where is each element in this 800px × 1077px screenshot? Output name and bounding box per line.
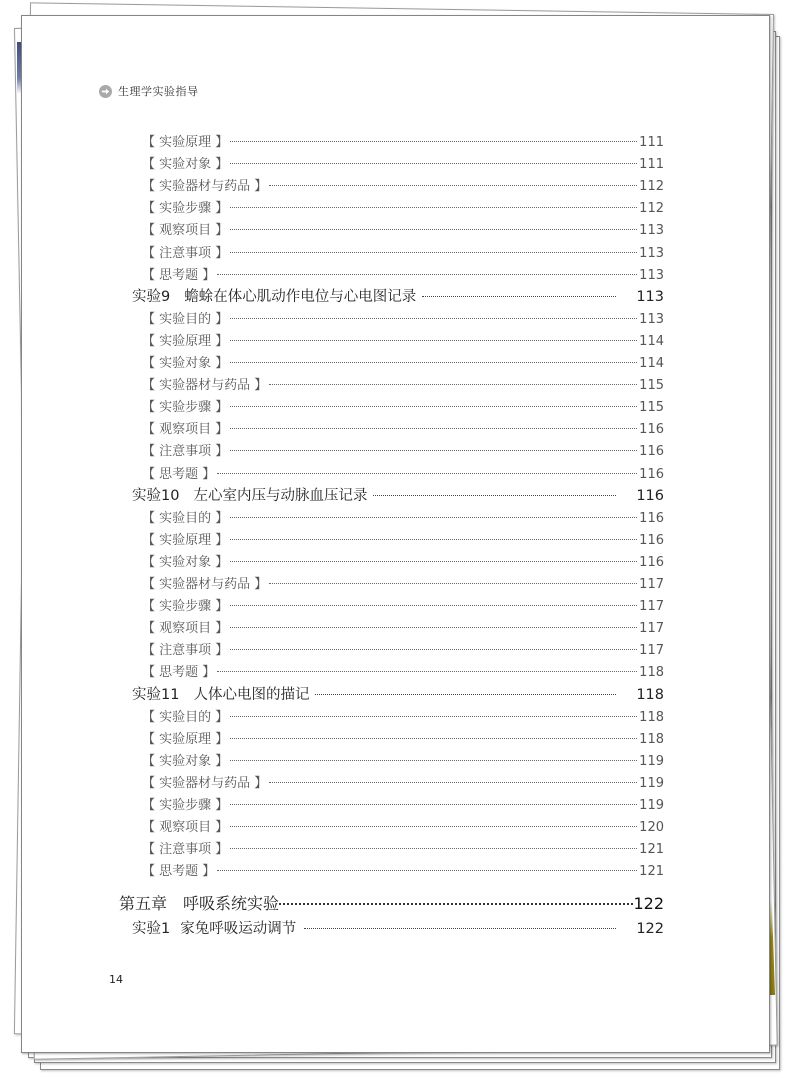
toc-page-number: 117 — [639, 643, 664, 659]
toc-chapter-entry[interactable] — [119, 891, 664, 914]
toc-page-number: 118 — [639, 709, 664, 725]
toc-entry-label: 【 实验步骤 】 — [142, 798, 229, 813]
toc-experiment-entry[interactable] — [132, 484, 664, 505]
dot-leader — [315, 693, 616, 695]
toc-subentry[interactable] — [142, 507, 664, 526]
book-page — [21, 15, 770, 1053]
toc-page-number: 116 — [639, 510, 664, 526]
dot-leader — [230, 759, 637, 761]
toc-subentry[interactable] — [142, 308, 664, 327]
toc-subentry[interactable] — [142, 772, 664, 791]
dot-leader — [422, 295, 616, 297]
toc-page-number: 121 — [639, 842, 664, 858]
dot-leader — [230, 449, 637, 451]
toc-page-number: 111 — [639, 157, 664, 173]
dot-leader — [279, 902, 633, 905]
toc-subentry[interactable] — [142, 860, 664, 879]
dot-leader — [230, 560, 637, 562]
toc-page-number: 119 — [639, 753, 664, 769]
toc-entry-label: 【 注意事项 】 — [142, 842, 229, 858]
toc-subentry[interactable] — [142, 728, 664, 747]
dot-leader — [269, 781, 637, 783]
toc-entry-number: 实验10 — [132, 487, 180, 504]
dot-leader — [230, 162, 637, 164]
dot-leader — [230, 538, 637, 540]
toc-entry-label: 【 实验原理 】 — [142, 532, 229, 548]
dot-leader — [230, 361, 637, 363]
toc-entry-label: 【 实验器材与药品 】 — [142, 577, 268, 592]
toc-page-number: 113 — [639, 311, 664, 327]
toc-subentry[interactable] — [142, 396, 664, 415]
toc-entry-label: 【 实验原理 】 — [142, 731, 229, 747]
dot-leader — [230, 405, 637, 407]
toc-page-number: 118 — [636, 686, 664, 703]
running-head — [99, 83, 199, 99]
dot-leader — [230, 803, 637, 805]
dot-leader — [230, 737, 637, 739]
toc-subentry[interactable] — [142, 551, 664, 570]
toc-entry-label: 【 实验目的 】 — [142, 510, 229, 526]
toc-subentry[interactable] — [142, 197, 664, 216]
toc-page-number: 115 — [639, 378, 664, 394]
toc-entry-number: 实验11 — [132, 686, 180, 703]
toc-page-number: 116 — [636, 487, 664, 504]
toc-entry-number: 实验9 — [132, 288, 171, 305]
dot-leader — [230, 648, 637, 650]
toc-experiment-entry[interactable] — [132, 917, 664, 938]
toc-entry-label: 【 思考题 】 — [142, 466, 216, 482]
toc-page-number: 113 — [639, 223, 664, 239]
toc-entry-title: 呼吸系统实验 — [183, 894, 280, 914]
toc-page-number: 113 — [639, 267, 664, 283]
dot-leader — [269, 582, 637, 584]
toc-entry-label: 【 实验原理 】 — [142, 135, 229, 150]
dot-leader — [230, 626, 637, 628]
toc-page-number: 112 — [639, 179, 664, 195]
toc-subentry[interactable] — [142, 418, 664, 437]
toc-page-number: 113 — [639, 245, 664, 261]
toc-entry-label: 【 实验对象 】 — [142, 753, 229, 769]
arrow-right-circle-icon — [99, 85, 112, 98]
toc-subentry[interactable] — [142, 440, 664, 459]
toc-entry-label: 【 实验对象 】 — [142, 554, 229, 570]
toc-page-number: 111 — [639, 135, 664, 150]
toc-entry-label: 【 实验对象 】 — [142, 356, 229, 371]
toc-entry-label: 【 实验步骤 】 — [142, 599, 229, 615]
toc-page-number: 116 — [639, 554, 664, 570]
toc-subentry[interactable] — [142, 595, 664, 614]
toc-page-number: 120 — [639, 820, 664, 836]
toc-page-number: 118 — [639, 731, 664, 747]
toc-entry-title: 家兔呼吸运动调节 — [180, 921, 297, 938]
toc-entry-label: 【 思考题 】 — [142, 267, 216, 283]
running-head-title: 生理学实验指导 — [118, 85, 199, 98]
dot-leader — [269, 184, 637, 186]
toc-subentry[interactable] — [142, 794, 664, 813]
toc-entry-label: 【 实验器材与药品 】 — [142, 378, 268, 394]
toc-entry-label: 【 实验器材与药品 】 — [142, 775, 268, 791]
toc-page-number: 117 — [639, 599, 664, 615]
toc-subentry[interactable] — [142, 838, 664, 857]
toc-entry-label: 【 思考题 】 — [142, 864, 216, 880]
toc-entry-label: 【 注意事项 】 — [142, 245, 229, 261]
dot-leader — [230, 847, 637, 849]
dot-leader — [217, 869, 637, 871]
toc-subentry[interactable] — [142, 529, 664, 548]
dot-leader — [230, 251, 637, 253]
toc-entry-number: 实验1 — [132, 921, 171, 938]
dot-leader — [230, 715, 637, 717]
toc-entry-label: 【 实验原理 】 — [142, 333, 229, 349]
toc-page-number: 117 — [639, 621, 664, 637]
toc-entry-label: 【 实验目的 】 — [142, 311, 229, 327]
toc-entry-label: 【 观察项目 】 — [142, 820, 229, 836]
dot-leader — [230, 140, 637, 142]
toc-entry-title: 左心室内压与动脉血压记录 — [193, 487, 368, 504]
toc-page-number: 116 — [639, 422, 664, 438]
toc-subentry[interactable] — [142, 242, 664, 261]
dot-leader — [230, 516, 637, 518]
toc-subentry[interactable] — [142, 330, 664, 349]
page-number: 14 — [109, 973, 123, 986]
toc-entry-label — [119, 891, 279, 914]
toc-subentry[interactable] — [142, 131, 664, 150]
toc-page-number: 113 — [636, 288, 664, 305]
dot-leader — [230, 228, 637, 230]
dot-leader — [217, 472, 637, 474]
dot-leader — [230, 427, 637, 429]
toc-entry-label: 【 观察项目 】 — [142, 223, 229, 239]
dot-leader — [217, 670, 637, 672]
toc-page-number: 112 — [639, 201, 664, 217]
toc-experiment-entry[interactable] — [132, 285, 664, 306]
toc-subentry[interactable] — [142, 175, 664, 194]
toc-page-number: 119 — [639, 775, 664, 791]
toc-page-number: 118 — [639, 665, 664, 681]
toc-entry-title: 蟾蜍在体心肌动作电位与心电图记录 — [184, 288, 417, 305]
dot-leader — [230, 339, 637, 341]
toc-subentry[interactable] — [142, 639, 664, 658]
toc-page-number: 121 — [639, 864, 664, 880]
toc-entry-label: 【 实验器材与药品 】 — [142, 179, 268, 195]
toc-subentry[interactable] — [142, 463, 664, 482]
toc-subentry[interactable] — [142, 264, 664, 283]
toc-page-number: 117 — [639, 577, 664, 592]
toc-entry-label: 【 注意事项 】 — [142, 643, 229, 659]
toc-entry-label: 【 观察项目 】 — [142, 422, 229, 438]
toc-page-number: 115 — [639, 400, 664, 416]
toc-entry-label: 【 实验步骤 】 — [142, 400, 229, 416]
dot-leader — [217, 273, 637, 275]
toc-entry-label — [132, 683, 309, 704]
toc-subentry[interactable] — [142, 750, 664, 769]
toc-page-number: 116 — [639, 532, 664, 548]
dot-leader — [230, 604, 637, 606]
toc-entry-label — [132, 484, 367, 505]
toc-page-number: 116 — [639, 466, 664, 482]
toc-subentry[interactable] — [142, 153, 664, 172]
toc-entry-label: 【 思考题 】 — [142, 665, 216, 681]
dot-leader — [230, 317, 637, 319]
toc-page-number: 114 — [639, 333, 664, 349]
toc-page-number: 122 — [636, 921, 664, 938]
toc-entry-label — [132, 917, 296, 938]
toc-page-number: 114 — [639, 356, 664, 371]
toc-page-number: 116 — [639, 444, 664, 460]
toc-entry-label: 【 注意事项 】 — [142, 444, 229, 460]
dot-leader — [269, 383, 637, 385]
dot-leader — [230, 206, 637, 208]
toc-entry-label: 【 实验步骤 】 — [142, 201, 229, 217]
toc-entry-label: 【 实验目的 】 — [142, 709, 229, 725]
toc-subentry[interactable] — [142, 661, 664, 680]
toc-subentry[interactable] — [142, 706, 664, 725]
toc-entry-label — [132, 285, 416, 306]
dot-leader — [304, 927, 616, 929]
toc-subentry[interactable] — [142, 573, 664, 592]
dot-leader — [373, 494, 616, 496]
toc-page-number: 122 — [633, 894, 664, 914]
toc-entry-title: 人体心电图的描记 — [193, 686, 310, 703]
toc-subentry[interactable] — [142, 816, 664, 835]
toc-page-number: 119 — [639, 798, 664, 813]
toc-subentry[interactable] — [142, 219, 664, 238]
toc-subentry[interactable] — [142, 352, 664, 371]
dot-leader — [230, 825, 637, 827]
toc-entry-number: 第五章 — [119, 894, 168, 914]
toc-experiment-entry[interactable] — [132, 683, 664, 704]
toc-entry-label: 【 观察项目 】 — [142, 621, 229, 637]
toc-entry-label: 【 实验对象 】 — [142, 157, 229, 173]
toc-subentry[interactable] — [142, 374, 664, 393]
toc-subentry[interactable] — [142, 617, 664, 636]
